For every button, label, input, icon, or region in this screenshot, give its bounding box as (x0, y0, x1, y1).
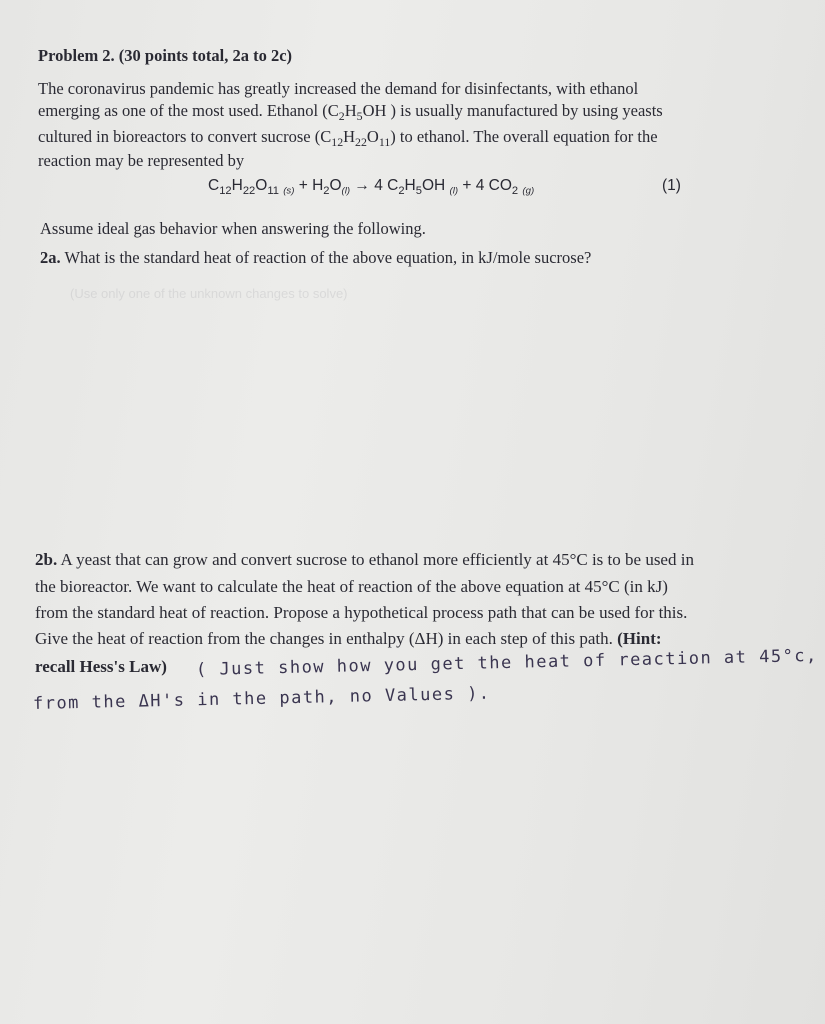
hess-law-text: recall Hess's Law) (35, 657, 167, 676)
subscript-digit: 5 (356, 109, 363, 124)
question-2b-line-3: from the standard heat of reaction. Propose a hypothetical process path that can be used for this. (35, 603, 688, 622)
faint-bleedthrough-text: (Use only one of the unknown changes to solve) (70, 286, 348, 301)
question-2a (40, 248, 591, 268)
intro-line-4: reaction may be represented by (38, 151, 245, 170)
equation-number: (1) (662, 177, 681, 194)
question-2b-text-1: A yeast that can grow and convert sucrose to ethanol more efficiently at 45°C is to be used in (57, 550, 694, 569)
subscript-digit: 22 (355, 135, 367, 150)
subscript-digit: 2 (338, 109, 345, 124)
question-2b-line-2: the bioreactor. We want to calculate the heat of reaction of the above equation at 45°C (in kJ) (35, 577, 668, 596)
question-2b-label: 2b. (35, 550, 58, 569)
problem-title: Problem 2. (30 points total, 2a to 2c) (38, 46, 293, 65)
handwritten-note-line-2: from the ΔH's in the path, no Values ). (32, 683, 491, 714)
intro-line-1: The coronavirus pandemic has greatly increased the demand for disinfectants, with ethanol (38, 79, 639, 98)
question-2a-text: What is the standard heat of reaction of the above equation, in kJ/mole sucrose? (60, 248, 592, 267)
question-2b-line-5 (35, 656, 167, 678)
subscript-digit: 11 (378, 135, 391, 150)
intro-line-3: cultured in bioreactors to convert sucrose $(C_{12}H_{22}O_{11})$ to ethanol. The overall equation for the (38, 127, 658, 150)
question-2b-text-4: Give the heat of reaction from the changes in enthalpy (ΔH) in each step of this path. (35, 629, 618, 648)
question-2a-label: 2a. (40, 248, 61, 267)
subscript-digit: 12 (331, 135, 344, 150)
handwritten-note-line-1: ( Just show how you get the heat of reaction at 45°c, (195, 645, 819, 680)
intro-line-2: emerging as one of the most used. Ethanol ($C_2H_5OH$ ) is usually manufactured by using yeasts (38, 101, 663, 124)
hint-label: (Hint: (617, 629, 662, 648)
question-2b-line-1 (35, 549, 694, 571)
question-2b-line-4 (35, 628, 662, 650)
assumption-text: Assume ideal gas behavior when answering the following. (40, 219, 426, 238)
chemical-equation: $C_{12}H_{22}O_{11}$ $_{(s)} + H_2O_{(l)} \to 4$ $C_2H_5OH$ $_{(l)}$ + 4 $CO_2$ $_{(g)}$ (208, 177, 535, 197)
